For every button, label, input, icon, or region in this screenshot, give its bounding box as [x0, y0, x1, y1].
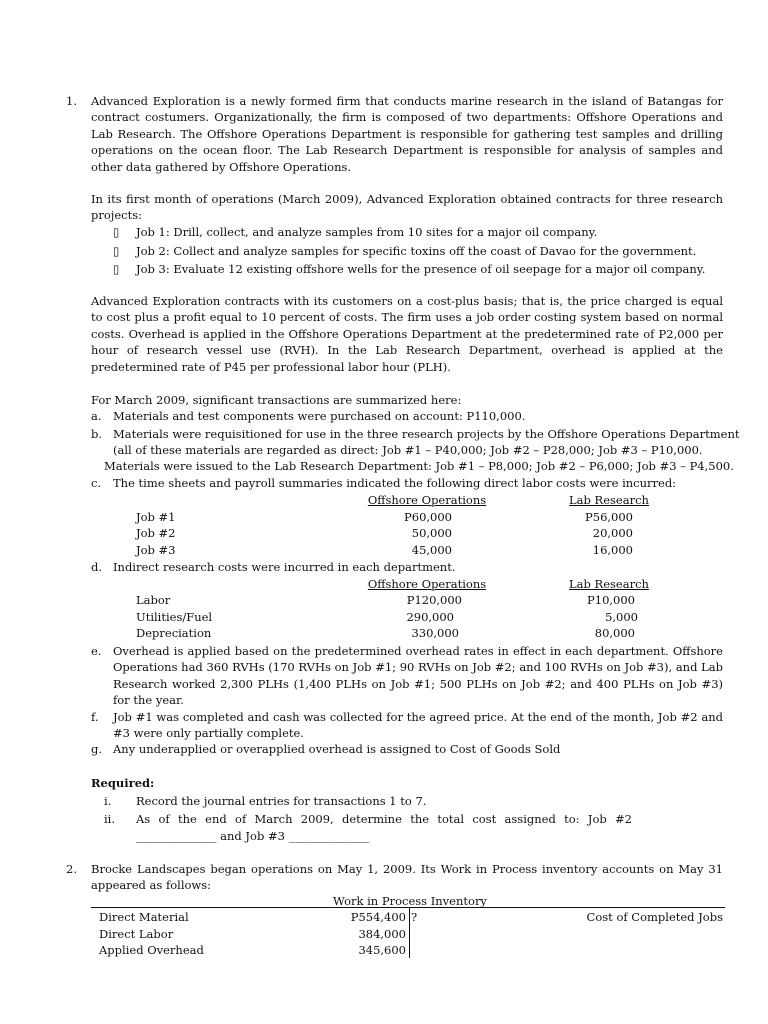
item-a-label: a.: [91, 409, 102, 423]
bullet-icon: ▯: [113, 262, 120, 276]
t-account-row-label: Direct Labor: [99, 927, 174, 941]
item-b-line-1: Materials were requisitioned for use in the three research projects by the Offshore Operations Department: [113, 427, 740, 441]
table-d-row-label: Labor: [136, 593, 171, 607]
item-d-text: Indirect research costs were incurred in each department.: [113, 560, 456, 574]
table-c-row-offshore: 50,000: [411, 526, 452, 540]
required-ii-text: As of the end of March 2009, determine the total cost assigned to: Job #2: [136, 812, 632, 826]
t-account-divider: [409, 908, 410, 958]
table-c-row-label: Job #3: [136, 543, 176, 557]
t-account-title: Work in Process Inventory: [333, 894, 487, 908]
table-c-row-offshore: 45,000: [411, 543, 452, 557]
table-d-row-offshore: P120,000: [406, 593, 462, 607]
job3-blank: ______________: [288, 829, 370, 843]
table-d-header-lab: Lab Research: [569, 577, 649, 591]
bullet-icon: ▯: [113, 225, 120, 239]
transactions-intro: For March 2009, significant transactions are summarized here:: [91, 393, 462, 407]
t-account-top-rule: [91, 907, 725, 908]
q1-intro-paragraph: Advanced Exploration is a newly formed firm that conducts marine research in the island of Batangas for contract costumers. Organizationally, the firm is composed of two departments: Offshore Operations and Lab Research. The Offshore Operations Department is responsible for gathering test samples and drilling operations on the ocean floor. The Lab Research Department is responsible for analysis of samples and other data gathered by Offshore Operations.: [91, 94, 723, 174]
item-g-label: g.: [91, 742, 103, 756]
table-c-row-offshore: P60,000: [404, 510, 452, 524]
item-b-line-3: Materials were issued to the Lab Research Department: Job #1 – P8,000; Job #2 – P6,000; Job #3 – P4,500.: [104, 459, 734, 473]
q1-number: 1.: [66, 94, 77, 108]
item-a-text: Materials and test components were purchased on account: P110,000.: [113, 409, 526, 423]
job-1-description: Job 1: Drill, collect, and analyze samples from 10 sites for a major oil company.: [136, 225, 598, 239]
q1-costing-paragraph: Advanced Exploration contracts with its customers on a cost-plus basis; that is, the price charged is equal to cost plus a profit equal to 10 percent of costs. The firm uses a job order costing system based on normal costs. Overhead is applied in the Offshore Operations Department at the predetermined rate of P2,000 per hour of research vessel use (RVH). In the Lab Research Department, overhead is applied at the predetermined rate of P45 per professional labor hour (PLH).: [91, 294, 723, 374]
required-ii-line-2: [136, 828, 369, 844]
table-d-row-lab: 5,000: [605, 610, 638, 624]
table-c-row-lab: P56,000: [585, 510, 633, 524]
item-c-label: c.: [91, 476, 102, 490]
item-c-text: The time sheets and payroll summaries indicated the following direct labor costs were incurred:: [113, 476, 677, 490]
required-i-text: Record the journal entries for transactions 1 to 7.: [136, 794, 427, 808]
q2-intro-paragraph: Brocke Landscapes began operations on May 1, 2009. Its Work in Process inventory accounts on May 31 appeared as follows:: [91, 862, 723, 893]
q1-first-month-paragraph: In its first month of operations (March 2009), Advanced Exploration obtained contracts for three research projects:: [91, 192, 723, 223]
t-account-credit-value: ?: [411, 910, 418, 924]
item-f-text: Job #1 was completed and cash was collected for the agreed price. At the end of the month, Job #2 and #3 were only partially complete.: [113, 710, 723, 741]
table-c-row-lab: 20,000: [592, 526, 633, 540]
item-b-line-2: (all of these materials are regarded as direct: Job #1 – P40,000; Job #2 – P28,000; Job #3 – P10,000.: [113, 443, 703, 457]
table-c-row-label: Job #2: [136, 526, 176, 540]
t-account-row-value: P554,400: [350, 910, 406, 924]
required-heading: Required:: [91, 776, 155, 790]
item-f-label: f.: [91, 710, 99, 724]
table-d-row-offshore: 330,000: [411, 626, 459, 640]
job-3-description: Job 3: Evaluate 12 existing offshore wells for the presence of oil seepage for a major oil company.: [136, 262, 706, 276]
job-2-description: Job 2: Collect and analyze samples for specific toxins off the coast of Davao for the government.: [136, 244, 697, 258]
item-e-text: Overhead is applied based on the predetermined overhead rates in effect in each department. Offshore Operations had 360 RVHs (170 RVHs on Job #1; 90 RVHs on Job #2; and 100 RVHs on Job #3), and Lab Research worked 2,300 PLHs (1,400 PLHs on Job #1; 500 PLHs on Job #2; and 400 PLHs on Job #3) for the year.: [113, 644, 723, 708]
item-d-label: d.: [91, 560, 103, 574]
required-ii-label: ii.: [104, 812, 116, 826]
required-ii-and: and Job #3: [216, 829, 289, 843]
table-d-row-offshore: 290,000: [406, 610, 454, 624]
t-account-row-value: 345,600: [358, 943, 406, 957]
table-d-row-lab: P10,000: [587, 593, 635, 607]
item-g-text: Any underapplied or overapplied overhead is assigned to Cost of Goods Sold: [113, 742, 561, 756]
bullet-icon: ▯: [113, 244, 120, 258]
table-c-row-lab: 16,000: [592, 543, 633, 557]
t-account-row-label: Direct Material: [99, 910, 189, 924]
table-c-row-label: Job #1: [136, 510, 176, 524]
t-account-row-value: 384,000: [358, 927, 406, 941]
job2-blank: ______________: [136, 829, 217, 843]
q2-number: 2.: [66, 862, 77, 876]
table-c-header-lab: Lab Research: [569, 493, 649, 507]
t-account-credit-label: Cost of Completed Jobs: [586, 910, 723, 924]
t-account-row-label: Applied Overhead: [99, 943, 204, 957]
item-e-label: e.: [91, 644, 102, 658]
table-d-header-offshore: Offshore Operations: [367, 577, 487, 591]
table-c-header-offshore: Offshore Operations: [367, 493, 487, 507]
required-i-label: i.: [104, 794, 112, 808]
table-d-row-label: Utilities/Fuel: [136, 610, 213, 624]
table-d-row-lab: 80,000: [594, 626, 635, 640]
item-b-label: b.: [91, 427, 103, 441]
table-d-row-label: Depreciation: [136, 626, 212, 640]
